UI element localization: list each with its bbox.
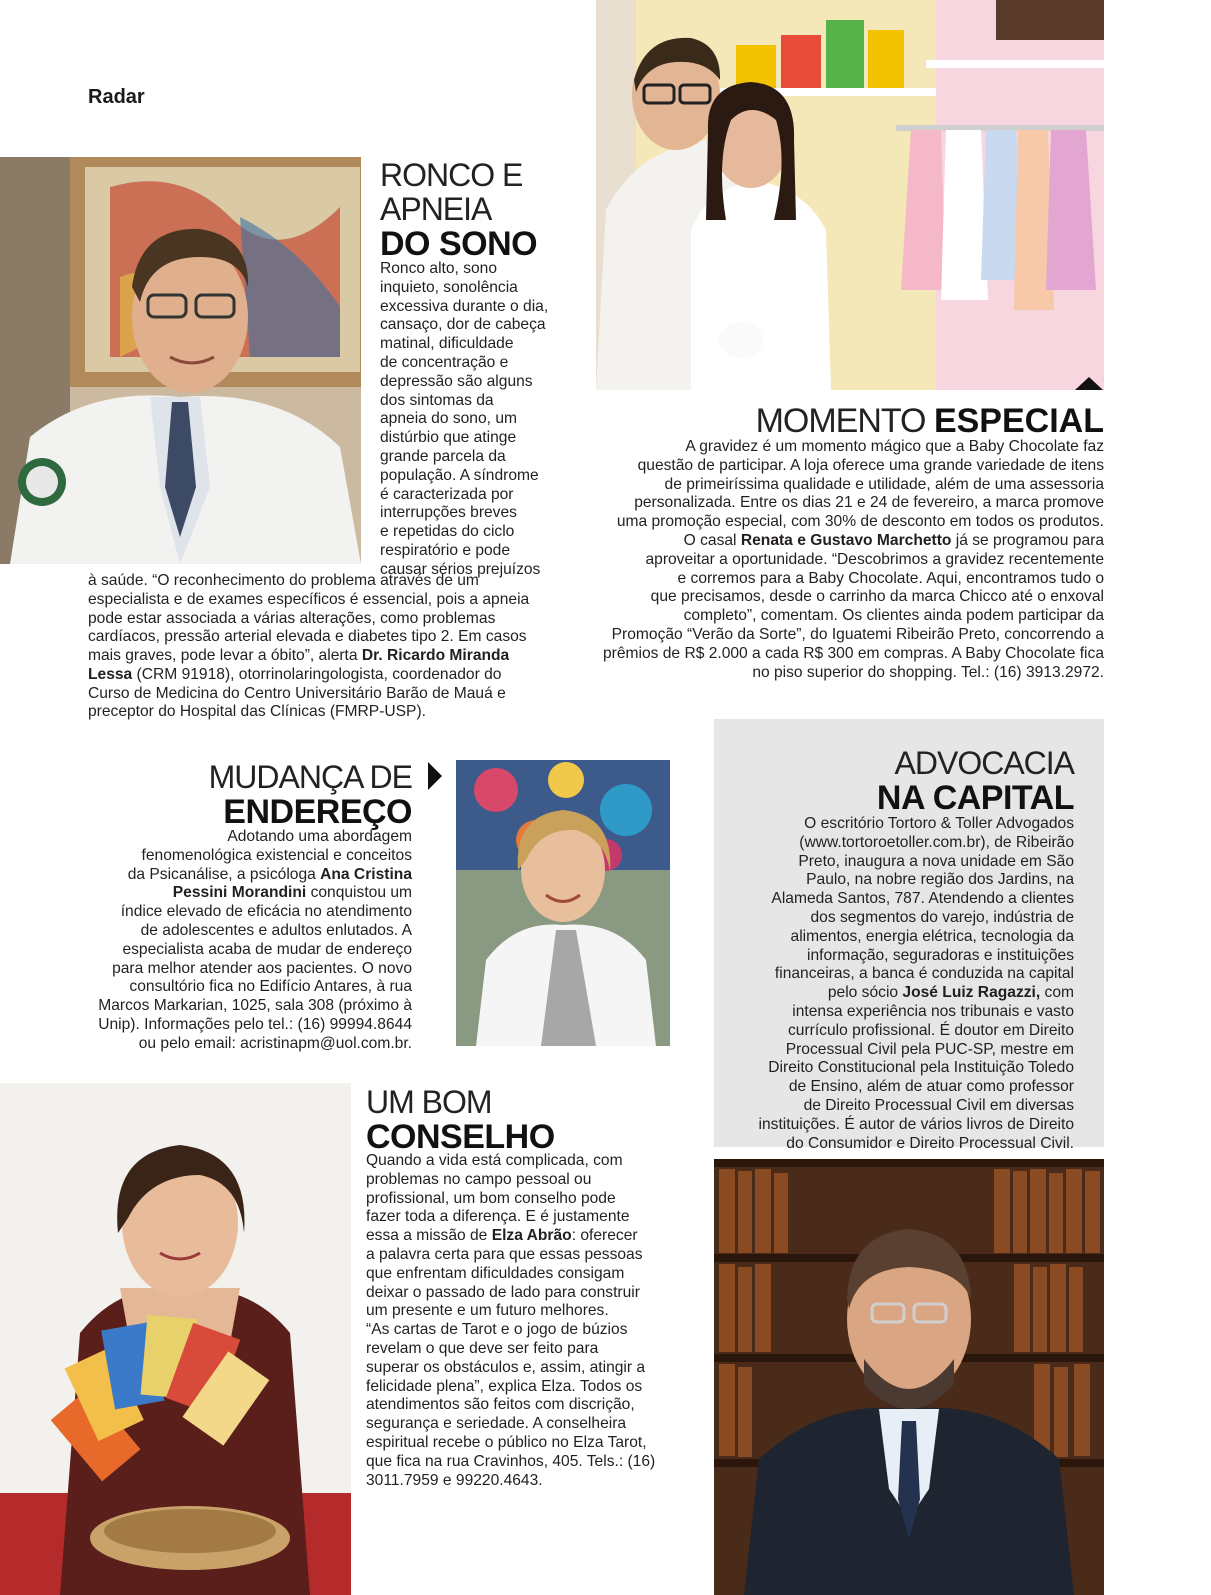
cons-a-line: fazer toda a diferença. E é justamente: [366, 1208, 630, 1226]
cons-b-line: superar os obstáculos e, assim, atingir a: [366, 1358, 646, 1376]
conselho-headline: [366, 1085, 555, 1155]
ronco-col-line: matinal, dificuldade: [380, 335, 514, 353]
cons-b-line: que enfrentam dificuldades consigam: [366, 1264, 625, 1282]
ronco-column-text: [380, 260, 570, 580]
ronco-tail-line: preceptor do Hospital das Clínicas (FMRP-USP).: [88, 703, 426, 721]
ronco-col-line: e repetidas do ciclo: [380, 523, 515, 541]
adv-a-line: Paulo, na nobre região dos Jardins, na: [806, 871, 1074, 889]
ronco-wide-line: pode estar associada a várias alterações, como problemas: [88, 609, 496, 627]
mudanca-b-line: de adolescentes e adultos enlutados. A: [140, 921, 412, 939]
cons-b-line: deixar o passado de lado para construir: [366, 1283, 640, 1301]
cons-b-line: “As cartas de Tarot e o jogo de búzios: [366, 1321, 628, 1339]
ronco-headline: [380, 158, 537, 262]
mudanca-headline: [150, 760, 412, 830]
ronco-line-a: mais graves, pode levar a óbito”, alerta: [88, 647, 362, 664]
ronco-title-bold: DO SONO: [380, 225, 538, 263]
ronco-col-line: grande parcela da: [380, 447, 506, 465]
advocacia-title-bold: NA CAPITAL: [876, 779, 1074, 817]
mudanca-a-line: Adotando uma abordagem: [227, 828, 412, 845]
ronco-col-line: causar sérios prejuízos: [380, 560, 541, 578]
advocacia-socio-pre: pelo sócio: [827, 984, 903, 1002]
ronco-col-line: excessiva durante o dia,: [380, 297, 549, 315]
ronco-doctor-name-2: Lessa: [88, 665, 133, 683]
momento-b-line: Promoção “Verão da Sorte”, do Iguatemi Ribeirão Preto, concorrendo a: [611, 625, 1104, 643]
lawyer-photo: [714, 1159, 1104, 1595]
mudanca-name-1: Ana Cristina: [320, 865, 412, 883]
cons-b-line: revelam o que deve ser feito para: [366, 1339, 599, 1357]
ronco-line-b: (CRM 91918), otorrinolaringologista, coordenador do: [132, 665, 502, 683]
psychologist-photo: [456, 760, 670, 1046]
ronco-col-line: depressão são alguns: [380, 372, 533, 390]
cons-b-line: segurança e seriedade. A conselheira: [366, 1415, 627, 1433]
momento-title-light: MOMENTO: [755, 402, 934, 440]
adv-b-line: Processual Civil pela PUC-SP, mestre em: [785, 1040, 1074, 1058]
advocacia-headline: [714, 746, 1074, 816]
adv-b-line: de Ensino, além de atuar como professor: [788, 1078, 1074, 1096]
momento-title-bold: ESPECIAL: [933, 402, 1104, 440]
ronco-doctor-name-1: Dr. Ricardo Miranda: [361, 647, 510, 664]
adv-a-line: O escritório Tortoro & Toller Advogados: [804, 815, 1074, 832]
mudanca-b-line: Unip). Informações pelo tel.: (16) 99994.8644: [98, 1015, 412, 1033]
ronco-title-line-2: APNEIA: [380, 191, 492, 227]
momento-a-line: uma promoção especial, com 30% de desconto em todos os produtos.: [616, 513, 1104, 531]
mudanca-title-bold: ENDEREÇO: [223, 793, 412, 831]
cons-b-line: felicidade plena”, explica Elza. Todos os: [366, 1377, 643, 1395]
adv-a-line: alimentos, energia elétrica, tecnologia da: [790, 927, 1074, 945]
tarot-photo: [0, 1083, 351, 1595]
cons-b-line: a palavra certa para que essas pessoas: [366, 1245, 643, 1263]
conselho-name: Elza Abrão: [491, 1227, 572, 1245]
advocacia-partner-name: José Luiz Ragazzi,: [902, 984, 1041, 1002]
momento-b-line: no piso superior do shopping. Tel.: (16) 3913.2972.: [752, 663, 1104, 681]
adv-b-line: Direito Constitucional pela Instituição Toledo: [768, 1059, 1074, 1077]
mudanca-b-line: índice elevado de eficácia no atendimento: [120, 903, 412, 921]
momento-b-line: prêmios de R$ 2.000 a cada R$ 300 em compras. A Baby Chocolate fica: [602, 644, 1104, 662]
cons-b-line: que fica na rua Cravinhos, 405. Tels.: (16): [366, 1452, 656, 1470]
cons-b-line: espiritual recebe o público no Elza Tarot,: [366, 1433, 647, 1451]
doctor-photo: [0, 157, 361, 564]
ronco-col-line: Ronco alto, sono: [380, 260, 498, 277]
conselho-title-bold: CONSELHO: [366, 1118, 555, 1156]
mudanca-name-2: Pessini Morandini: [172, 884, 307, 902]
mudanca-psi-post: conquistou um: [306, 884, 412, 902]
mudanca-b-line: consultório fica no Edifício Antares, à rua: [129, 978, 412, 996]
adv-a-line: financeiras, a banca é conduzida na capital: [774, 965, 1074, 983]
adv-a-line: (www.tortoroetoller.com.br), de Ribeirão: [799, 833, 1074, 851]
couple-photo: [596, 0, 1104, 390]
section-label: Radar: [88, 86, 145, 108]
mudanca-b-line: especialista acaba de mudar de endereço: [122, 940, 412, 958]
adv-b-line: instituições. É autor de vários livros de Direito: [758, 1115, 1074, 1133]
cons-b-line: 3011.7959 e 99220.4643.: [366, 1471, 543, 1489]
adv-b-line: do Consumidor e Direito Processual Civil.: [786, 1134, 1074, 1152]
momento-text: [590, 438, 1104, 682]
cons-a-line: profissional, um bom conselho pode: [366, 1189, 616, 1207]
ronco-wide-line: especialista e de exames específicos é essencial, pois a apneia: [88, 590, 530, 608]
momento-casal-post: já se programou para: [951, 531, 1104, 549]
advocacia-title-light: ADVOCACIA: [894, 745, 1074, 781]
ronco-col-line: interrupções breves: [380, 504, 517, 522]
ronco-col-line: é caracterizada por: [380, 485, 514, 503]
ronco-tail-line: Curso de Medicina do Centro Universitário Barão de Mauá e: [88, 684, 506, 702]
advocacia-text: [714, 815, 1074, 1153]
mudanca-psi-pre: da Psicanálise, a psicóloga: [127, 865, 321, 883]
cons-a-line: Quando a vida está complicada, com: [366, 1152, 623, 1169]
momento-headline: [596, 402, 1104, 440]
cons-b-line: atendimentos são feitos com discrição,: [366, 1396, 635, 1414]
cons-a-line: problemas no campo pessoal ou: [366, 1170, 592, 1188]
ronco-col-line: dos sintomas da: [380, 391, 494, 409]
adv-a-line: Alameda Santos, 787. Atendendo a clientes: [771, 890, 1074, 908]
ronco-col-line: cansaço, dor de cabeça: [380, 316, 546, 334]
momento-arrow-icon: [1075, 377, 1103, 390]
ronco-wide-line: à saúde. “O reconhecimento do problema através de um: [88, 572, 479, 589]
adv-a-line: Preto, inaugura a nova unidade em São: [798, 852, 1074, 870]
momento-a-line: de primeiríssima qualidade e utilidade, além de uma assessoria: [664, 475, 1104, 493]
ronco-col-line: população. A síndrome: [380, 466, 539, 484]
adv-a-line: dos segmentos do varejo, indústria de: [810, 908, 1074, 926]
cons-b-line: um presente e um futuro melhores.: [366, 1302, 609, 1320]
ronco-title-line-1: RONCO E: [380, 157, 523, 193]
momento-b-line: e corremos para a Baby Chocolate. Aqui, encontramos tudo o: [677, 569, 1104, 587]
mudanca-b-line: para melhor atender aos pacientes. O novo: [112, 959, 412, 977]
ronco-col-line: inquieto, sonolência: [380, 278, 518, 296]
ronco-wide-line: cardíacos, pressão arterial elevada e diabetes tipo 2. Em casos: [88, 628, 527, 646]
mudanca-a-line: fenomenológica existencial e conceitos: [141, 846, 412, 864]
momento-b-line: aproveitar a oportunidade. “Descobrimos a gravidez recentemente: [645, 550, 1104, 568]
conselho-elza-pre: essa a missão de: [366, 1227, 492, 1245]
mudanca-b-line: Marcos Markarian, 1025, sala 308 (próximo à: [98, 997, 412, 1015]
adv-b-line: currículo profissional. É doutor em Direito: [787, 1021, 1074, 1039]
momento-casal-pre: O casal: [683, 531, 741, 549]
ronco-credit-text: [88, 647, 568, 722]
ronco-col-line: respiratório e pode: [380, 541, 511, 559]
momento-couple-name: Renata e Gustavo Marchetto: [740, 531, 952, 549]
mudanca-b-line: ou pelo email: acristinapm@uol.com.br.: [138, 1034, 412, 1052]
mudanca-title-light: MUDANÇA DE: [208, 759, 412, 795]
momento-b-line: que precisamos, desde o carrinho da marca Chicco até o enxoval: [650, 588, 1104, 606]
ronco-col-line: distúrbio que atinge: [380, 429, 517, 447]
conselho-title-light: UM BOM: [366, 1084, 492, 1120]
advocacia-socio-post: com: [1040, 984, 1074, 1002]
momento-b-line: completo”, comentam. Os clientes ainda podem participar da: [683, 607, 1104, 625]
momento-a-line: A gravidez é um momento mágico que a Baby Chocolate faz: [685, 438, 1104, 455]
adv-a-line: informação, seguradoras e instituições: [807, 946, 1074, 964]
ronco-col-line: de concentração e: [380, 353, 509, 371]
momento-a-line: questão de participar. A loja oferece uma grande variedade de itens: [637, 456, 1104, 474]
adv-b-line: intensa experiência nos tribunais e vasto: [792, 1002, 1074, 1020]
ronco-wide-text: [88, 572, 558, 647]
adv-b-line: de Direito Processual Civil em diversas: [803, 1096, 1074, 1114]
ronco-col-line: apneia do sono, um: [380, 410, 517, 428]
momento-a-line: personalizada. Entre os dias 21 e 24 de fevereiro, a marca promove: [634, 494, 1104, 512]
mudanca-text: [80, 828, 412, 1054]
mudanca-arrow-icon: [428, 762, 442, 790]
conselho-elza-post: : oferecer: [571, 1227, 638, 1245]
conselho-text: [366, 1152, 666, 1490]
